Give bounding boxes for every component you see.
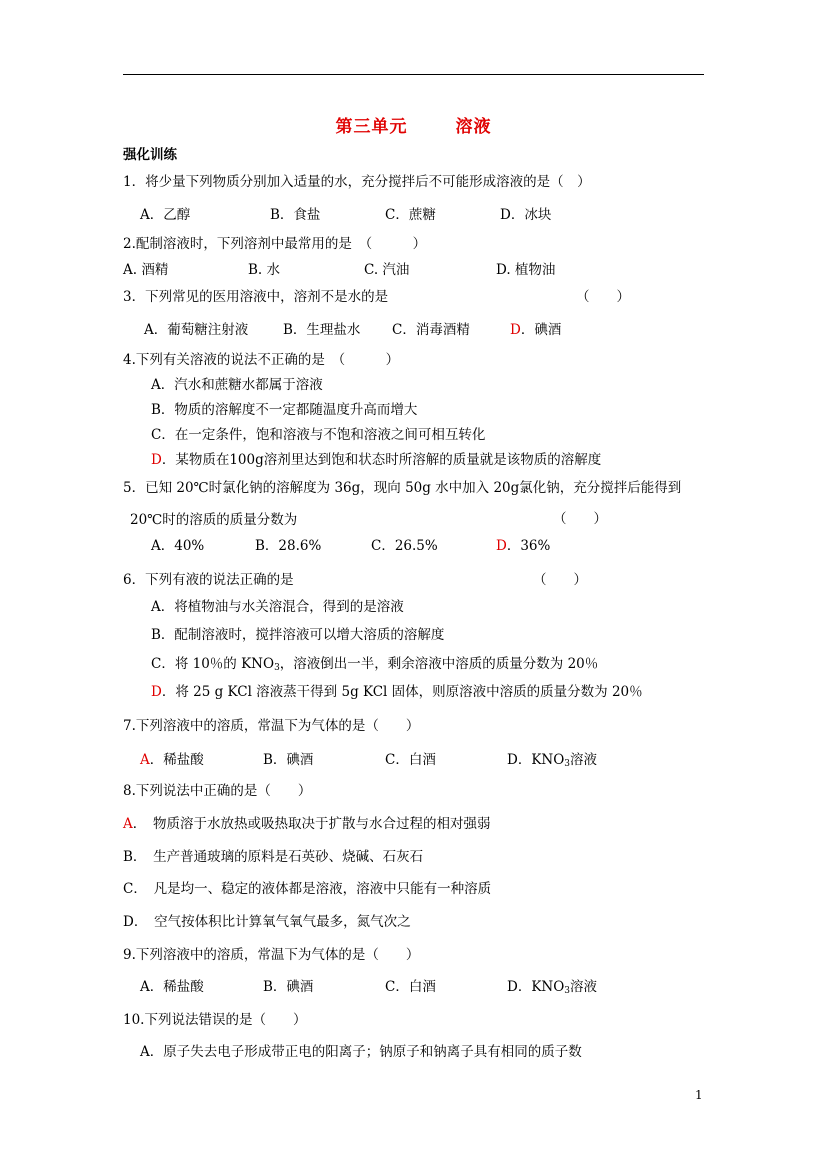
q6-option-d-letter: D [151,684,162,700]
q3-option-a: A．葡萄糖注射液 [144,322,249,338]
q8-option-a-letter: A [123,816,133,832]
q5-option-a: A．40% [151,538,205,554]
q5-answer-paren: （ ） [553,511,607,527]
q6-option-c: C．将 10％的 $KNO_3$，溶液倒出一半，剩余溶液中溶质的质量分数为 20％ [151,656,599,673]
q3-answer-paren: （ ） [576,289,630,305]
page-number: 1 [695,1088,703,1102]
q10-option-a: A．原子失去电子形成带正电的阳离子；钠原子和钠离子具有相同的质子数 [140,1044,582,1060]
title-topic: 溶液 [455,117,492,137]
header-rule [123,74,704,75]
q9-option-b: B．碘酒 [263,979,314,995]
q4-option-a: A．汽水和蔗糖水都属于溶液 [151,377,323,393]
q7-option-c: C．白酒 [385,752,436,768]
q6-option-b: B．配制溶液时，搅拌溶液可以增大溶质的溶解度 [151,627,445,643]
q3-option-d-letter: D [510,322,521,338]
q9-option-d: D．$KNO_3$溶液 [507,979,598,996]
q4-stem: 4.下列有关溶液的说法不正确的是 （ ） [123,352,400,368]
q4-option-c: C．在一定条件，饱和溶液与不饱和溶液之间可相互转化 [151,427,486,443]
q1-option-c: C．蔗糖 [385,207,436,223]
title-unit: 第三单元 [335,117,408,137]
q5-stem: 5．已知 20℃时氯化钠的溶解度为 36g，现向 50g 水中加入 20g氯化钠，充分搅拌后能得到 [123,480,682,496]
q9-option-a: A．稀盐酸 [140,979,204,995]
q1-option-a: A．乙醇 [140,207,191,223]
q4-option-b: B．物质的溶解度不一定都随温度升高而增大 [151,402,418,418]
q8-stem: 8.下列说法中正确的是（ ） [123,783,312,799]
q6-stem: 6．下列有液的说法正确的是 [123,572,294,588]
q6-option-a: A．将植物油与水关溶混合，得到的是溶液 [151,599,404,615]
q3-stem: 3．下列常见的医用溶液中，溶剂不是水的是 [123,289,389,305]
q2-option-d: D. 植物油 [496,262,556,278]
q8-option-c: C． 凡是均一、稳定的液体都是溶液，溶液中只能有一种溶质 [123,881,492,897]
q5-option-b: B．28.6% [255,538,322,554]
section-heading: 强化训练 [123,147,177,163]
q2-option-c: C. 汽油 [364,262,410,278]
q7-option-a: A．稀盐酸 [140,752,204,768]
q2-stem: 2.配制溶液时，下列溶剂中最常用的是 （ ） [123,236,427,252]
q7-option-b: B．碘酒 [263,752,314,768]
q5-option-d: D．36% [496,538,551,554]
q7-stem: 7.下列溶液中的溶质，常温下为气体的是（ ） [123,718,420,734]
q6-option-d: D．将 25 g KCl 溶液蒸干得到 5g KCl 固体，则原溶液中溶质的质量分数为 20％ [151,684,643,700]
q2-option-a: A. 酒精 [123,262,169,278]
q9-stem: 9.下列溶液中的溶质，常温下为气体的是（ ） [123,947,420,963]
q7-option-d: D．$KNO_3$溶液 [507,752,598,769]
q7-option-a-letter: A [140,752,150,768]
q10-stem: 10.下列说法错误的是（ ） [123,1012,307,1028]
q8-option-a: A． 物质溶于水放热或吸热取决于扩散与水合过程的相对强弱 [123,816,491,832]
q4-option-d: D．某物质在100g溶剂里达到饱和状态时所溶解的质量就是该物质的溶解度 [151,452,602,468]
q9-option-c: C．白酒 [385,979,436,995]
q1-option-b: B．食盐 [270,207,321,223]
q3-option-b: B．生理盐水 [283,322,361,338]
q8-option-d: D． 空气按体积比计算氧气氧气最多，氮气次之 [123,914,411,930]
q6-answer-paren: （ ） [533,572,587,588]
q5-stem-continued: 20℃时的溶质的质量分数为 [130,512,298,528]
q5-option-c: C．26.5% [371,538,438,554]
q5-option-d-letter: D [496,538,507,554]
q1-stem: 1．将少量下列物质分别加入适量的水，充分搅拌后不可能形成溶液的是（ ） [123,174,591,190]
q8-option-b: B． 生产普通玻璃的原料是石英砂、烧碱、石灰石 [123,849,424,865]
q1-option-d: D．冰块 [500,207,552,223]
q3-option-c: C．消毒酒精 [392,322,470,338]
page-title [0,112,827,137]
q3-option-d: D．碘酒 [510,322,562,338]
q2-option-b: B. 水 [248,262,281,278]
q4-option-d-letter: D [151,452,162,468]
